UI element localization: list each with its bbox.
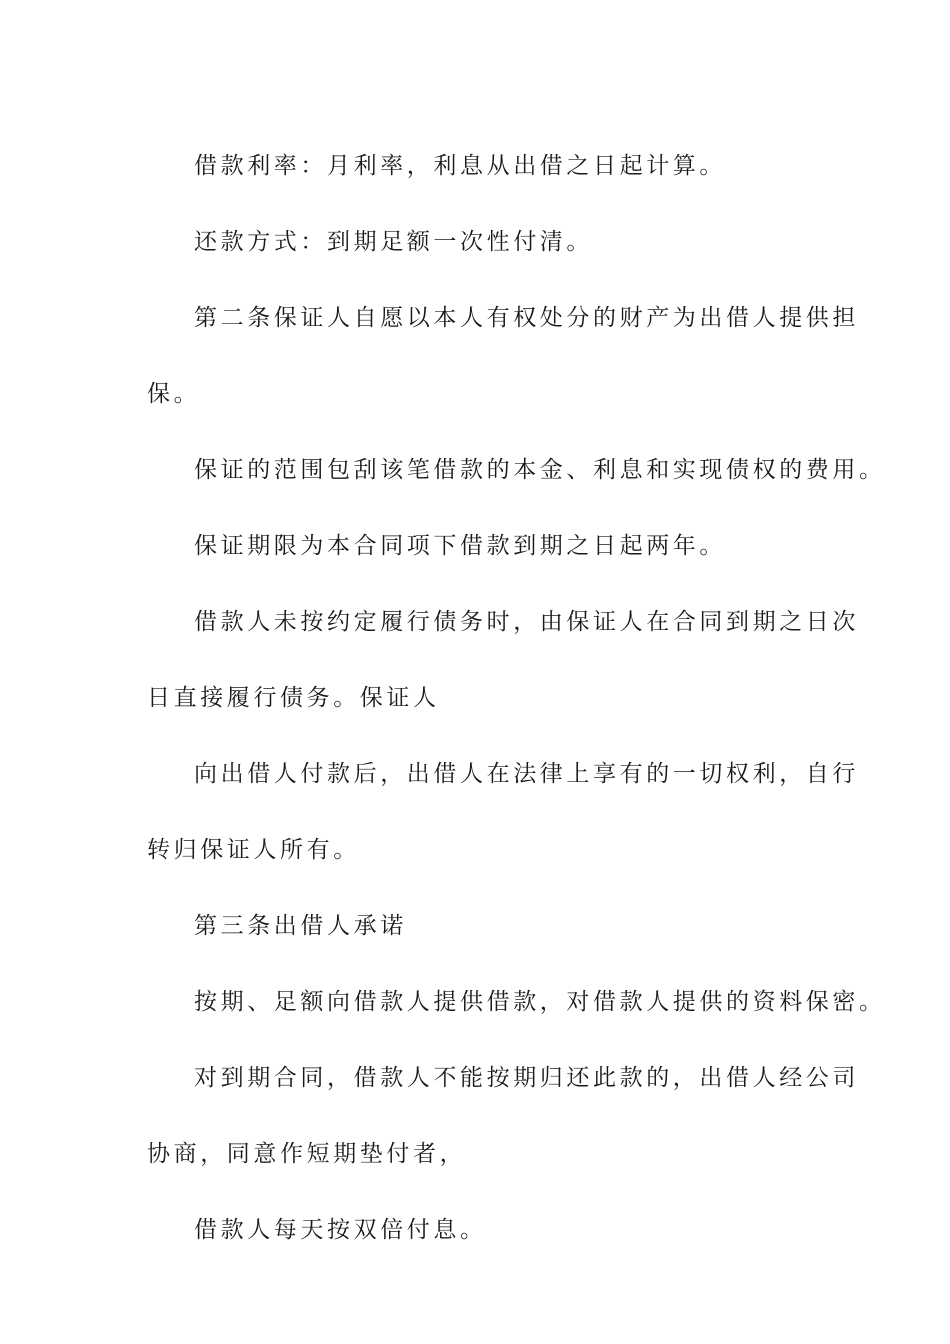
text-line: 按期、足额向借款人提供借款，对借款人提供的资料保密。 <box>194 989 886 1015</box>
text-line: 借款人未按约定履行债务时，由保证人在合同到期之日次 <box>194 609 859 635</box>
text-line: 保。 <box>147 381 201 407</box>
text-line: 第二条保证人自愿以本人有权处分的财产为出借人提供担 <box>194 305 859 331</box>
text-line: 转归保证人所有。 <box>147 837 360 863</box>
text-line: 保证的范围包刮该笔借款的本金、利息和实现债权的费用。 <box>194 457 886 483</box>
text-line: 向出借人付款后，出借人在法律上享有的一切权利，自行 <box>194 761 859 787</box>
text-line: 日直接履行债务。保证人 <box>147 685 440 711</box>
text-line: 保证期限为本合同项下借款到期之日起两年。 <box>194 533 726 559</box>
document-body <box>147 128 886 1268</box>
text-line: 还款方式：到期足额一次性付清。 <box>194 229 593 255</box>
text-line: 对到期合同，借款人不能按期归还此款的，出借人经公司 <box>194 1065 859 1091</box>
section-heading: 第三条出借人承诺 <box>194 913 407 939</box>
text-line: 协商，同意作短期垫付者， <box>147 1141 467 1167</box>
text-line: 借款人每天按双倍付息。 <box>194 1217 487 1243</box>
text-line: 借款利率：月利率，利息从出借之日起计算。 <box>194 153 726 179</box>
